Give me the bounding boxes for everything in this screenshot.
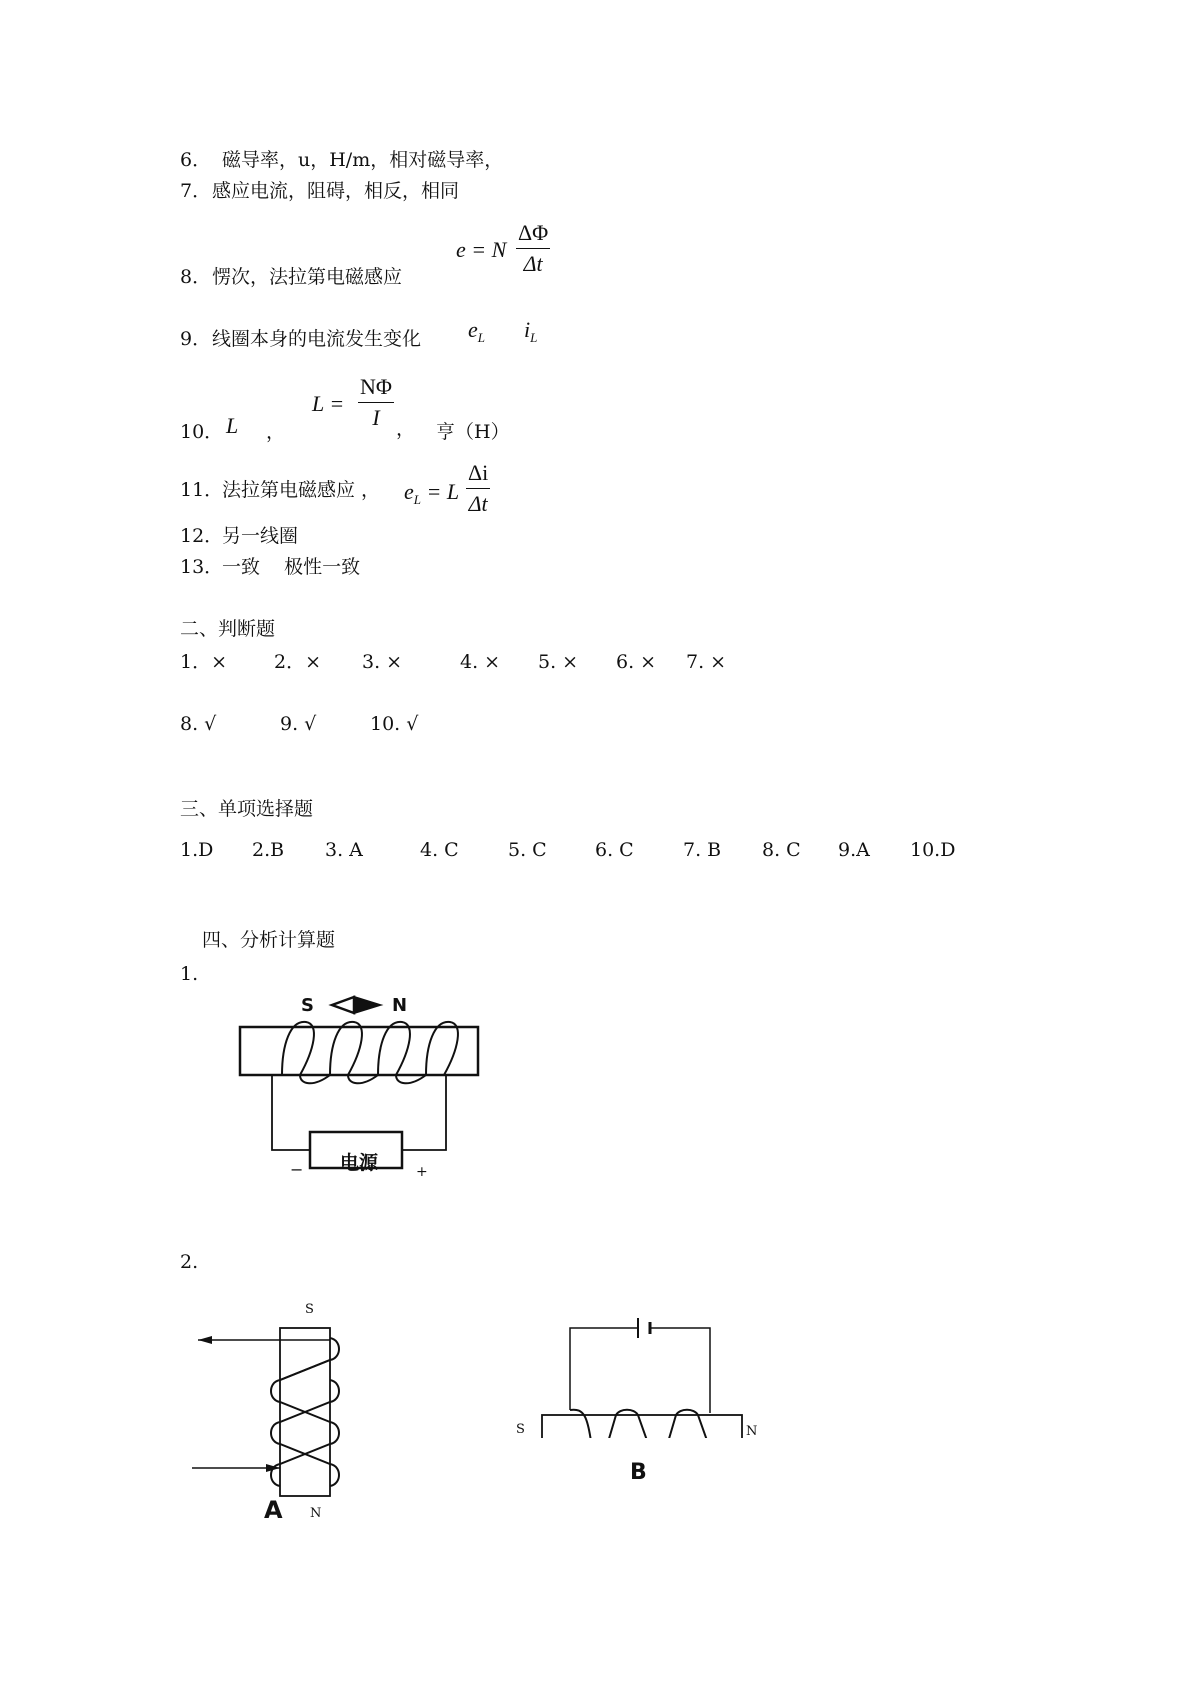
- answer-7-text: 感应电流，阻碍，相反，相同: [212, 180, 460, 202]
- choice-answer: 9.A: [838, 839, 870, 861]
- answer-13-text: 一致 极性一致: [222, 556, 361, 578]
- judge-answer: 5. ×: [538, 651, 579, 673]
- answer-9-symbol-i-main: i: [524, 317, 531, 342]
- choice-answer: 6. C: [595, 839, 634, 861]
- figure-1-plus-label: +: [416, 1164, 428, 1180]
- figure-1-south-label: S: [301, 995, 314, 1016]
- answer-10-comma-2: ，: [396, 418, 416, 440]
- judge-answer: 8. √: [180, 713, 217, 735]
- judge-answer: 7. ×: [686, 651, 727, 673]
- choice-answer: 3. A: [325, 839, 363, 861]
- judge-answer: 3. ×: [362, 651, 403, 673]
- section-3-title: 三、单项选择题: [180, 798, 314, 820]
- judge-answer: 6. ×: [616, 651, 657, 673]
- choice-answer: 8. C: [762, 839, 801, 861]
- answer-9-symbol-e-main: e: [468, 317, 478, 342]
- answer-8-fraction-numerator: ΔΦ: [516, 220, 550, 249]
- judge-answer: 1．×: [180, 651, 228, 673]
- section-4-title: 四、分析计算题: [202, 929, 336, 951]
- figure-1-north-label: N: [392, 995, 408, 1016]
- answer-9-text: 线圈本身的电流发生变化: [212, 328, 422, 350]
- figure-a-vertical-coil: [188, 1318, 358, 1508]
- judge-answer: 4. ×: [460, 651, 501, 673]
- answer-11-number: 11．: [180, 479, 224, 501]
- answer-11-fraction-denominator: Δt: [468, 491, 488, 516]
- judge-answer: 10. √: [370, 713, 419, 735]
- figure-b-horizontal-coil: [530, 1298, 770, 1438]
- answer-10-fraction: [358, 374, 394, 431]
- answer-10-fraction-numerator: NΦ: [358, 374, 394, 403]
- answer-11-formula-sub: L: [413, 492, 421, 507]
- answer-9-symbol-e: [468, 318, 485, 350]
- answer-10-formula-lhs: L =: [312, 391, 345, 416]
- answer-9-symbol-e-sub: L: [477, 330, 485, 345]
- answer-9-number: 9．: [180, 328, 212, 350]
- answer-8-fraction: [516, 220, 550, 277]
- answer-8-number: 8．: [180, 266, 212, 288]
- answer-6-number: 6．: [180, 149, 212, 171]
- answer-11-formula-lhs: [404, 480, 459, 512]
- answer-12-number: 12．: [180, 525, 224, 547]
- answer-9-symbol-i-sub: L: [530, 330, 538, 345]
- answer-11-text: 法拉第电磁感应 ，: [222, 479, 381, 501]
- answer-10-fraction-denominator: I: [372, 405, 380, 430]
- choice-answer: 2.B: [252, 839, 285, 861]
- answer-11-formula-e: e: [404, 479, 414, 504]
- section-2-title: 二、判断题: [180, 618, 276, 640]
- choice-answer: 10.D: [910, 839, 956, 861]
- answer-9-symbol-i: [524, 318, 537, 350]
- figure-a-bottom-label: N: [310, 1506, 322, 1521]
- judge-answer: 2．×: [274, 651, 322, 673]
- judge-answer: 9. √: [280, 713, 317, 735]
- answer-8-text: 愣次，法拉第电磁感应: [212, 266, 403, 288]
- question-1-label: 1.: [180, 963, 199, 985]
- answer-10-symbol: L: [226, 413, 239, 438]
- answer-11-fraction: [466, 460, 490, 517]
- answer-10-number: 10．: [180, 421, 224, 443]
- choice-answer: 5. C: [508, 839, 547, 861]
- choice-answer: 4. C: [420, 839, 459, 861]
- choice-answer: 1.D: [180, 839, 214, 861]
- figure-a-caption: A: [264, 1496, 283, 1524]
- answer-10-unit: 亨（H）: [436, 421, 510, 443]
- answer-8-fraction-denominator: Δt: [523, 251, 543, 276]
- figure-b-right-label: N: [746, 1424, 758, 1439]
- answer-8-formula-lhs: e = N: [456, 237, 507, 262]
- answer-7-number: 7．: [180, 180, 212, 202]
- figure-a-top-label: S: [305, 1302, 314, 1317]
- answer-13-number: 13．: [180, 556, 224, 578]
- answer-10-comma-1: ，: [266, 421, 286, 443]
- question-2-label: 2.: [180, 1251, 199, 1273]
- choice-answer: 7. B: [683, 839, 722, 861]
- answer-11-formula-eq: = L: [421, 479, 460, 504]
- figure-1-source-label: 电源: [340, 1152, 379, 1174]
- figure-b-caption: B: [630, 1460, 647, 1485]
- answer-11-fraction-numerator: Δi: [466, 460, 490, 489]
- answer-12-text: 另一线圈: [222, 525, 299, 547]
- figure-1-minus-label: −: [290, 1160, 304, 1179]
- answer-6-text: 磁导率，u，H/m，相对磁导率，: [222, 149, 504, 171]
- figure-b-left-label: S: [516, 1422, 525, 1437]
